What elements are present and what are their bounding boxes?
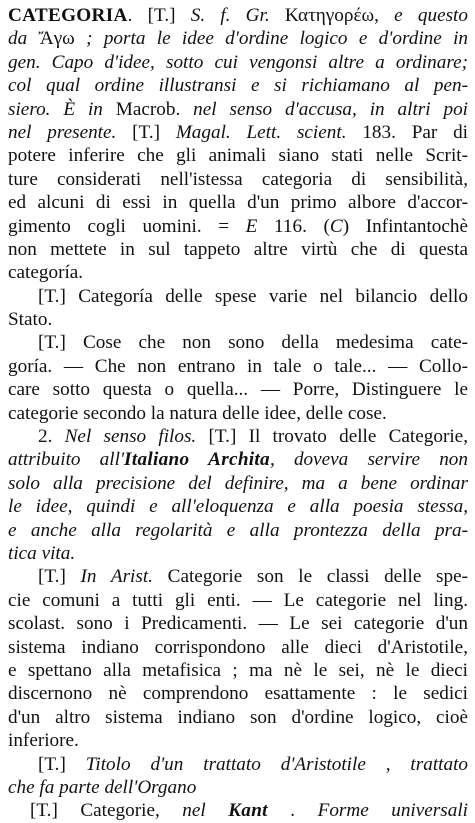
entry-line	[8, 402, 468, 425]
entry-line	[8, 74, 468, 97]
text-run: cie comuni a tutti gli enti. — Le categorie nel ling.	[8, 589, 468, 611]
entry-line	[8, 682, 468, 705]
entry-line	[8, 659, 468, 682]
text-run: ) Infintantochè	[342, 215, 468, 237]
text-run: che fa parte dell'Organo	[8, 776, 197, 798]
text-run: col qual ordine illustransi e si richiamano al pen-	[8, 75, 468, 97]
text-run: goría. — Che non entrano in tale o tale... — Collo-	[8, 355, 468, 377]
text-run: Stato.	[8, 309, 53, 331]
text-run: .	[267, 800, 318, 822]
entry-line	[8, 355, 468, 378]
entry-line	[8, 308, 468, 331]
entry-line	[8, 519, 468, 542]
entry-line	[8, 706, 468, 729]
text-run: Categorie son le classi delle spe-	[152, 566, 468, 588]
entry-line	[8, 448, 468, 471]
text-run: discernono nè comprendono esattamente : le sedici	[8, 683, 468, 705]
entry-line	[8, 612, 468, 635]
entry-line	[8, 121, 468, 144]
text-run: gimento cogli uomini. =	[8, 215, 246, 237]
entry-line	[8, 51, 468, 74]
text-run: 183. Par di	[346, 121, 468, 143]
entry-line	[8, 285, 468, 308]
entry-line	[8, 589, 468, 612]
text-run: ture considerati nell'istessa categoria di sensibilità,	[8, 168, 468, 190]
text-run: categorie secondo la natura delle idee, delle cose.	[8, 402, 387, 424]
entry-line	[8, 636, 468, 659]
text-run: ed alcuni di essi in quella d'un primo albore d'accor-	[8, 192, 468, 214]
text-run: gen. Capo d'idee, sotto cui vengonsi altre a ordinare;	[8, 51, 468, 73]
text-run: potere inferire che gli animali siano stati nelle Scrit-	[8, 145, 468, 167]
text-run: , doveva servire non	[269, 449, 468, 471]
entry-line	[8, 27, 468, 50]
text-run: solo alla precisione del definire, ma a bene ordinar	[8, 472, 468, 494]
text-run: In Arist.	[80, 566, 153, 588]
text-run: CATEGORIA	[8, 5, 128, 26]
text-run: Macrob.	[115, 98, 181, 120]
text-run: Kant	[228, 800, 268, 822]
entry-line	[8, 261, 468, 284]
text-run: [T.]	[116, 121, 176, 143]
text-run: 2.	[38, 426, 65, 448]
text-run: [T.] Il trovato delle Categorie,	[196, 426, 468, 448]
text-run: [T.]	[38, 566, 81, 588]
entry-line	[8, 215, 468, 238]
entry-line	[8, 238, 468, 261]
text-run: d'un altro sistema indiano son d'ordine logico, cioè	[8, 706, 468, 728]
text-run: 116. (	[257, 215, 330, 237]
entry-line	[8, 191, 468, 214]
text-run: categoría.	[8, 262, 84, 284]
text-run: e spettano alla metafisica ; ma nè le sei, nè le dieci	[8, 659, 468, 681]
text-run: siero. È in	[8, 98, 116, 120]
text-run: Κατηγορέω,	[269, 5, 395, 26]
text-run: nel	[182, 800, 229, 822]
text-run: Titolo d'un trattato d'Aristotile , trattato	[85, 753, 468, 775]
text-run: attribuito all'	[8, 449, 125, 471]
entry-line	[8, 729, 468, 752]
text-run: Nel senso filos.	[64, 426, 197, 448]
entry-line	[8, 799, 468, 822]
text-run: tica vita.	[8, 542, 76, 564]
entry-line	[8, 776, 468, 799]
text-run: scolast. sono i Predicamenti. — Le sei categorie d'un	[8, 613, 468, 635]
text-run: . [T.]	[127, 5, 191, 26]
text-run: le idee, quindi e all'eloquenza e alla poesia stessa,	[8, 496, 468, 518]
text-run: sistema indiano corrispondono alle dieci d'Aristotile,	[8, 636, 468, 658]
entry-line	[8, 472, 468, 495]
entry-line	[8, 168, 468, 191]
entry-line	[8, 331, 468, 354]
text-run: S. f. Gr.	[190, 5, 270, 26]
entry-line	[8, 144, 468, 167]
text-run: E	[245, 215, 258, 237]
text-run: nel presente.	[8, 121, 117, 143]
entry-line	[8, 98, 468, 121]
text-run: da	[8, 28, 39, 50]
entry-line	[8, 4, 468, 27]
text-run: e anche alla regolarità e alla prontezza della pra-	[8, 519, 468, 541]
text-run: Italiano Archita	[124, 449, 270, 471]
text-run: Ἄγω	[38, 28, 75, 50]
entry-line	[8, 753, 468, 776]
text-run: [T.]	[38, 753, 86, 775]
text-run: inferiore.	[8, 730, 79, 752]
text-run: nel senso d'accusa, in altri poi	[180, 98, 468, 120]
entry-line	[8, 565, 468, 588]
entry-line	[8, 495, 468, 518]
text-run: non mettete in sul tappeto altre virtù che di questa	[8, 238, 468, 260]
text-run: ; porta le idee d'ordine logico e d'ordine in	[74, 28, 468, 50]
entry-line	[8, 378, 468, 401]
text-run: e questo	[394, 5, 468, 26]
text-run: [T.] Categoría delle spese varie nel bilancio dello	[38, 285, 468, 307]
text-run: [T.] Cose che non sono della medesima cate-	[38, 332, 468, 354]
entry-line	[8, 425, 468, 448]
text-run: Magal. Lett. scient.	[175, 121, 347, 143]
text-run: [T.] Categorie,	[30, 800, 183, 822]
entry-line	[8, 542, 468, 565]
text-run: Forme universali	[317, 800, 468, 822]
text-run: care sotto questa o quella... — Porre, Distinguere le	[8, 379, 468, 401]
text-run: C	[329, 215, 343, 237]
